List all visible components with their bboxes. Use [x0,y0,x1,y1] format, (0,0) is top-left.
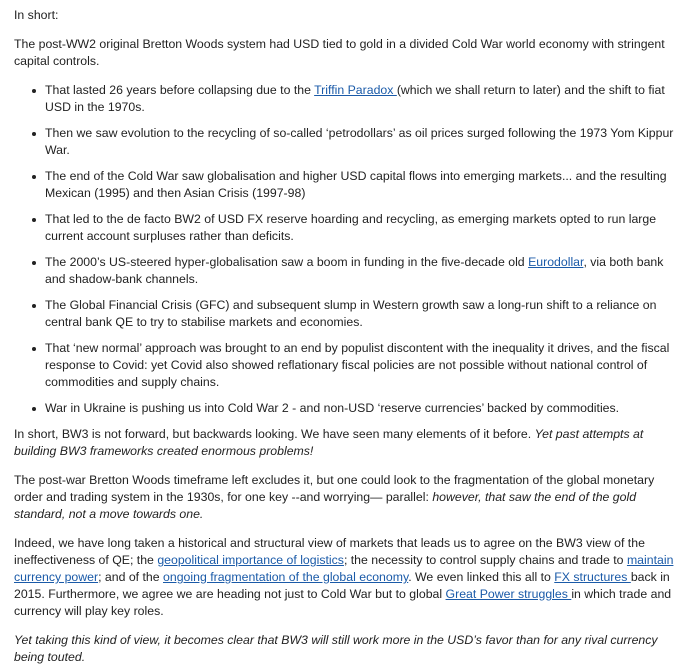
list-item: War in Ukraine is pushing us into Cold War 2 - and non-USD ‘reserve currencies’ backed by commodities. [14,400,679,417]
geopolitical-logistics-link[interactable]: geopolitical importance of logistics [157,553,344,567]
bullet-icon [32,407,36,411]
bullet-icon [32,89,36,93]
eurodollar-link[interactable]: Eurodollar [528,255,584,269]
list-item: The end of the Cold War saw globalisation and higher USD capital flows into emerging markets... and the resulting Mexican (1995) and then Asian Crisis (1997-98) [14,168,679,202]
bullet-icon [32,304,36,308]
list-item: That lasted 26 years before collapsing due to the Triffin Paradox (which we shall return to later) and the shift to fiat USD in the 1970s. [14,82,679,116]
list-item: Then we saw evolution to the recycling of so-called ‘petrodollars’ as oil prices surged following the 1973 Yom Kippur War. [14,125,679,159]
list-item: The 2000’s US-steered hyper-globalisation saw a boom in funding in the five-decade old Eurodollar, via both bank and shadow-bank channels. [14,254,679,288]
paragraph-conclusion: Yet taking this kind of view, it becomes clear that BW3 will still work more in the USD’s favor than for any rival currency being touted. [14,633,658,664]
fx-structures-link[interactable]: FX structures [554,570,631,584]
history-bullet-list [14,82,679,417]
great-power-struggles-link[interactable]: Great Power struggles [445,587,572,601]
bullet-icon [32,347,36,351]
bullet-icon [32,261,36,265]
list-item: The Global Financial Crisis (GFC) and subsequent slump in Western growth saw a long-run shift to a reliance on central bank QE to try to stabilise markets and economies. [14,297,679,331]
paragraph-bw3-backwards: In short, BW3 is not forward, but backwards looking. We have seen many elements of it before. Yet past attempts at building BW3 frameworks created enormous problems! [14,427,644,458]
paragraph-structural-view: Indeed, we have long taken a historical and structural view of markets that leads us to agree on the BW3 view of the ineffectiveness of QE; the geopolitical importance of logistics; the necessity to control supply chains and trade to maintain currency power; and of the ongoing fragmentation of the global economy. We even linked this all to FX structures back in 2015. Furthermore, we agree we are heading not just to Cold War but to global Great Power struggles in which trade and currency will play key roles. [14,536,674,618]
currency-power-link[interactable]: maintain currency power [14,553,674,584]
bullet-icon [32,175,36,179]
list-item: That ‘new normal’ approach was brought to an end by populist discontent with the inequality it drives, and the fiscal response to Covid: yet Covid also showed reflationary fiscal policies are not possible without national control of commodities and supply chains. [14,340,679,391]
global-fragmentation-link[interactable]: ongoing fragmentation of the global economy [163,570,409,584]
triffin-paradox-link[interactable]: Triffin Paradox [314,83,397,97]
intro-text: In short: [14,8,59,22]
paragraph-1930s-parallel: The post-war Bretton Woods timeframe left excludes it, but one could look to the fragmentation of the global monetary order and trading system in the 1930s, for one key --and worrying— parallel: however, that saw the end of the gold standard, not a move towards one. [14,473,655,521]
bullet-icon [32,132,36,136]
bullet-icon [32,218,36,222]
paragraph-bretton-woods: The post-WW2 original Bretton Woods system had USD tied to gold in a divided Cold War world economy with stringent capital controls. [14,37,665,68]
list-item: That led to the de facto BW2 of USD FX reserve hoarding and recycling, as emerging markets opted to run large current account surpluses rather than deficits. [14,211,679,245]
